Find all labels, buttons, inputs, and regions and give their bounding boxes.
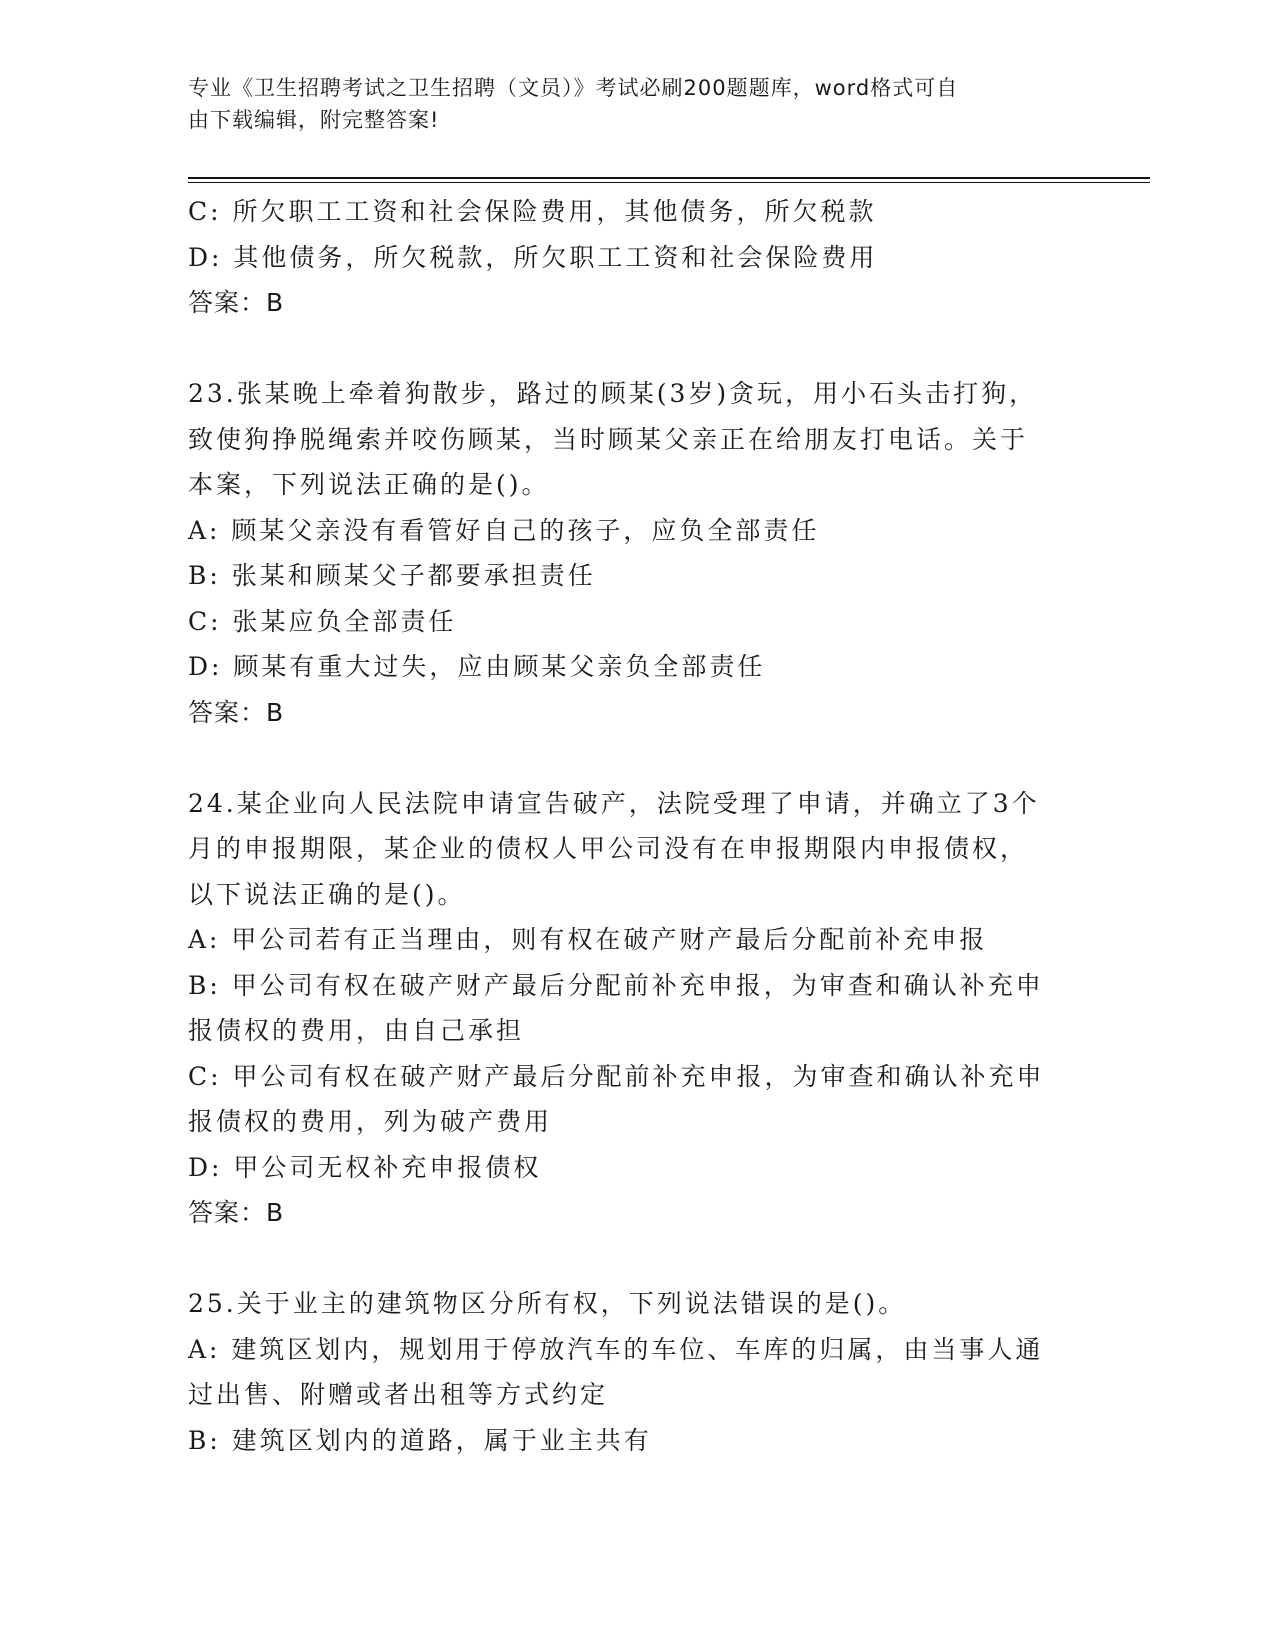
- option-c: C: 张某应负全部责任: [188, 606, 457, 636]
- option-c-line: C: 甲公司有权在破产财产最后分配前补充申报，为审查和确认补充申: [188, 1061, 1045, 1091]
- question-25: [188, 1281, 1088, 1463]
- question-23: [188, 371, 1088, 735]
- answer: 答案：B: [188, 697, 285, 727]
- question-content: [188, 189, 1088, 1463]
- header-line-1: 专业《卫生招聘考试之卫生招聘（文员）》考试必刷200题题库，word格式可自: [188, 76, 959, 100]
- option-c: C: 所欠职工工资和社会保险费用，其他债务，所欠税款: [188, 197, 877, 226]
- header-rule-thick: [188, 177, 1150, 179]
- question-stem-line: 24.某企业向人民法院申请宣告破产，法院受理了申请，并确立了3个: [188, 788, 1040, 818]
- answer: 答案：B: [188, 1198, 285, 1227]
- question-stem-line: 本案，下列说法正确的是()。: [188, 470, 550, 499]
- option-a: A: 顾某父亲没有看管好自己的孩子，应负全部责任: [188, 515, 820, 545]
- option-b: B: 建筑区划内的道路，属于业主共有: [188, 1425, 652, 1455]
- option-d: D: 其他债务，所欠税款，所欠职工工资和社会保险费用: [188, 242, 878, 272]
- option-b-line: B: 甲公司有权在破产财产最后分配前补充申报，为审查和确认补充申: [188, 970, 1044, 1000]
- option-d: D: 甲公司无权补充申报债权: [188, 1152, 542, 1182]
- option-b-line: 报债权的费用，由自己承担: [188, 1016, 525, 1045]
- document-header: [188, 72, 1068, 136]
- option-b: B: 张某和顾某父子都要承担责任: [188, 561, 596, 590]
- option-a-line: A: 建筑区划内，规划用于停放汽车的车位、车库的归属，由当事人通: [188, 1334, 1044, 1364]
- option-c-line: 报债权的费用，列为破产费用: [188, 1107, 553, 1136]
- option-a-line: 过出售、附赠或者出租等方式约定: [188, 1380, 609, 1409]
- question-stem-line: 致使狗挣脱绳索并咬伤顾某，当时顾某父亲正在给朋友打电话。关于: [188, 424, 1029, 454]
- option-d: D: 顾某有重大过失，应由顾某父亲负全部责任: [188, 652, 766, 681]
- header-line-2: 由下载编辑，附完整答案!: [188, 108, 440, 132]
- question-stem-line: 以下说法正确的是()。: [188, 879, 466, 909]
- answer: 答案：B: [188, 288, 285, 317]
- question-stem-line: 25.关于业主的建筑物区分所有权，下列说法错误的是()。: [188, 1289, 907, 1318]
- option-a: A: 甲公司若有正当理由，则有权在破产财产最后分配前补充申报: [188, 925, 988, 954]
- question-stem-line: 月的申报期限，某企业的债权人甲公司没有在申报期限内申报债权，: [188, 834, 1029, 863]
- question-22-tail: [188, 189, 1088, 326]
- question-stem-line: 23.张某晚上牵着狗散步，路过的顾某(3岁)贪玩，用小石头击打狗，: [188, 379, 1038, 408]
- question-24: [188, 781, 1088, 1236]
- header-rule-thin: [188, 182, 1150, 183]
